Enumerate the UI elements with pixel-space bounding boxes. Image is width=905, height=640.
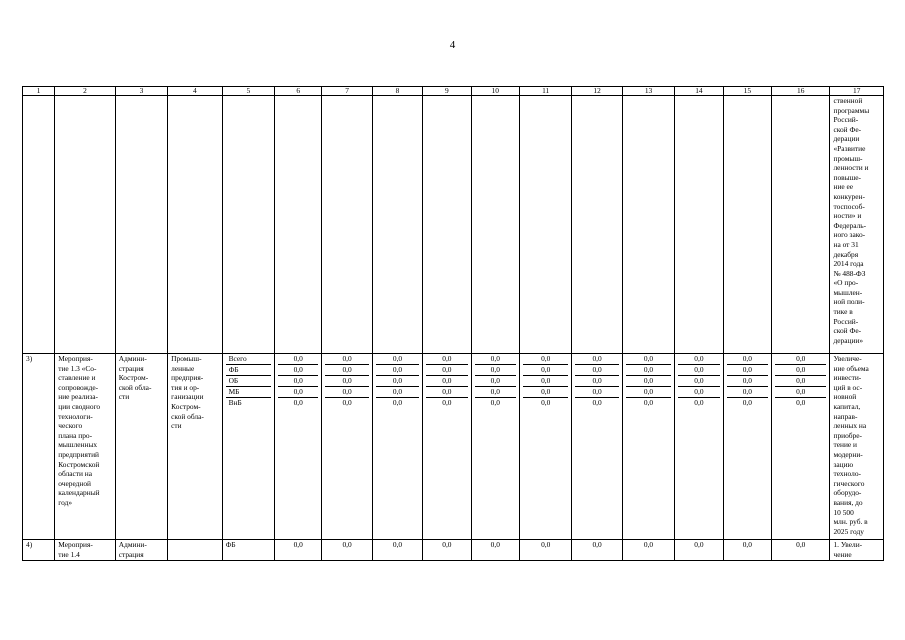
empty-cell [471, 96, 519, 354]
funding-values [322, 354, 372, 540]
funding-sources [222, 354, 274, 540]
funding-value: 0,0 [575, 376, 618, 387]
empty-cell [423, 96, 471, 354]
funding-value: 0,0 [426, 354, 467, 365]
column-header: 7 [322, 87, 372, 96]
funding-value: 0,0 [475, 387, 516, 398]
funding-value: 0,0 [796, 398, 806, 407]
funding-source: ФБ [226, 365, 271, 376]
funding-value: 0,0 [475, 376, 516, 387]
funding-source: ОБ [226, 376, 271, 387]
funding-value: 0,0 [426, 365, 467, 376]
funding-value: 0,0 [678, 365, 719, 376]
funding-value: 0,0 [575, 354, 618, 365]
funding-value: 0,0 [275, 540, 322, 561]
page-number: 4 [449, 39, 456, 51]
funding-value: 0,0 [322, 540, 372, 561]
funding-values [471, 354, 519, 540]
column-header: 10 [471, 87, 519, 96]
row-number: 3) [23, 354, 55, 540]
funding-value: 0,0 [727, 354, 768, 365]
funding-value: 0,0 [626, 365, 671, 376]
funding-value: 0,0 [376, 376, 419, 387]
funding-value: 0,0 [278, 354, 318, 365]
funding-value: 0,0 [278, 376, 318, 387]
empty-cell [115, 96, 167, 354]
funding-value: 0,0 [592, 398, 602, 407]
funding-values [423, 354, 471, 540]
column-header: 16 [772, 87, 830, 96]
funding-value: 0,0 [523, 354, 568, 365]
empty-cell [772, 96, 830, 354]
funding-source: Всего [226, 354, 271, 365]
funding-value: 0,0 [278, 387, 318, 398]
column-header: 2 [55, 87, 115, 96]
column-header: 4 [168, 87, 222, 96]
funding-value: 0,0 [523, 376, 568, 387]
funding-values [723, 354, 771, 540]
funding-value: 0,0 [523, 387, 568, 398]
column-header: 5 [222, 87, 274, 96]
funding-value: 0,0 [442, 398, 452, 407]
funding-value: 0,0 [541, 398, 551, 407]
funding-value: 0,0 [490, 398, 500, 407]
funding-value: 0,0 [325, 365, 368, 376]
executor: Админи- страция Костром- ской обла- сти [115, 354, 167, 540]
empty-cell [519, 96, 571, 354]
empty-cell [322, 96, 372, 354]
funding-value: 0,0 [376, 365, 419, 376]
empty-cell [23, 96, 55, 354]
funding-value: 0,0 [727, 365, 768, 376]
funding-value: 0,0 [626, 387, 671, 398]
activity-name: Мероприя- тие 1.4 [55, 540, 115, 561]
funding-value: 0,0 [293, 398, 303, 407]
expected-result: 1. Увели- чение [830, 540, 884, 561]
funding-value: 0,0 [475, 354, 516, 365]
funding-value: 0,0 [678, 387, 719, 398]
empty-cell [572, 96, 622, 354]
funding-values [675, 354, 723, 540]
funding-values [275, 354, 322, 540]
funding-value: 0,0 [723, 540, 771, 561]
empty-cell [372, 96, 422, 354]
funding-value: 0,0 [775, 387, 826, 398]
funding-value: 0,0 [678, 376, 719, 387]
funding-value: 0,0 [727, 376, 768, 387]
column-header: 14 [675, 87, 723, 96]
column-number-row [23, 87, 884, 96]
column-header: 11 [519, 87, 571, 96]
funding-value: 0,0 [342, 398, 352, 407]
empty-cell [275, 96, 322, 354]
funding-value: 0,0 [626, 376, 671, 387]
funding-value: 0,0 [622, 540, 674, 561]
funding-source: ФБ [222, 540, 274, 561]
column-header: 15 [723, 87, 771, 96]
participants [168, 540, 222, 561]
continuation-row [23, 96, 884, 354]
funding-value: 0,0 [742, 398, 752, 407]
column-header: 17 [830, 87, 884, 96]
column-header: 12 [572, 87, 622, 96]
funding-value: 0,0 [426, 376, 467, 387]
funding-value: 0,0 [643, 398, 654, 407]
empty-cell [723, 96, 771, 354]
column-header: 1 [23, 87, 55, 96]
empty-cell [55, 96, 115, 354]
funding-value: 0,0 [575, 387, 618, 398]
column-header: 3 [115, 87, 167, 96]
funding-value: 0,0 [523, 365, 568, 376]
funding-source: ВнБ [228, 398, 242, 407]
column-header: 8 [372, 87, 422, 96]
empty-cell [675, 96, 723, 354]
funding-value: 0,0 [775, 376, 826, 387]
executor: Админи- страция [115, 540, 167, 561]
funding-value: 0,0 [471, 540, 519, 561]
expected-result: Увеличе- ние объема инвести- ций в ос- новной капитал, направ- ленных на приобре- тение и модерни- зацию техноло- гического оборудо- вания, до 10 500 млн. руб. в 2025 году [830, 354, 884, 540]
funding-values [572, 354, 622, 540]
program-activities-table [22, 86, 884, 561]
empty-cell [222, 96, 274, 354]
table-row-activity-1-4 [23, 540, 884, 561]
row-number: 4) [23, 540, 55, 561]
funding-value: 0,0 [775, 354, 826, 365]
funding-value: 0,0 [626, 354, 671, 365]
activity-name: Мероприя- тие 1.3 «Со- ставление и сопровожде- ние реализа- ции сводного технологи- ческого плана про- мышленных предприятий Костромской области на очередной календарный год» [55, 354, 115, 540]
funding-value: 0,0 [423, 540, 471, 561]
result-text-continued: ственной программы Россий- ской Фе- дерации «Развитие промыш- ленности и повыше- ние ее конкурен- тоспособ- ности» и Федераль- ного зако- на от 31 декабря 2014 года № 488-ФЗ «О про- мышлен- ной поли- тике в Россий- ской Фе- дерации» [830, 96, 884, 354]
funding-value: 0,0 [376, 354, 419, 365]
funding-value: 0,0 [372, 540, 422, 561]
funding-value: 0,0 [325, 387, 368, 398]
funding-value: 0,0 [775, 365, 826, 376]
participants: Промыш- ленные предприя- тия и ор- ганизации Костром- ской обла- сти [168, 354, 222, 540]
empty-cell [168, 96, 222, 354]
funding-source: МБ [226, 387, 271, 398]
column-header: 9 [423, 87, 471, 96]
funding-value: 0,0 [278, 365, 318, 376]
column-header: 13 [622, 87, 674, 96]
funding-value: 0,0 [376, 387, 419, 398]
column-header: 6 [275, 87, 322, 96]
table-row-activity-1-3 [23, 354, 884, 540]
funding-values [372, 354, 422, 540]
funding-value: 0,0 [675, 540, 723, 561]
funding-value: 0,0 [678, 354, 719, 365]
funding-value: 0,0 [519, 540, 571, 561]
funding-value: 0,0 [475, 365, 516, 376]
funding-value: 0,0 [694, 398, 704, 407]
funding-value: 0,0 [325, 376, 368, 387]
funding-value: 0,0 [325, 354, 368, 365]
funding-value: 0,0 [727, 387, 768, 398]
funding-value: 0,0 [392, 398, 403, 407]
funding-values [622, 354, 674, 540]
funding-value: 0,0 [426, 387, 467, 398]
funding-values [519, 354, 571, 540]
funding-value: 0,0 [575, 365, 618, 376]
funding-values [772, 354, 830, 540]
funding-value: 0,0 [772, 540, 830, 561]
empty-cell [622, 96, 674, 354]
funding-value: 0,0 [572, 540, 622, 561]
